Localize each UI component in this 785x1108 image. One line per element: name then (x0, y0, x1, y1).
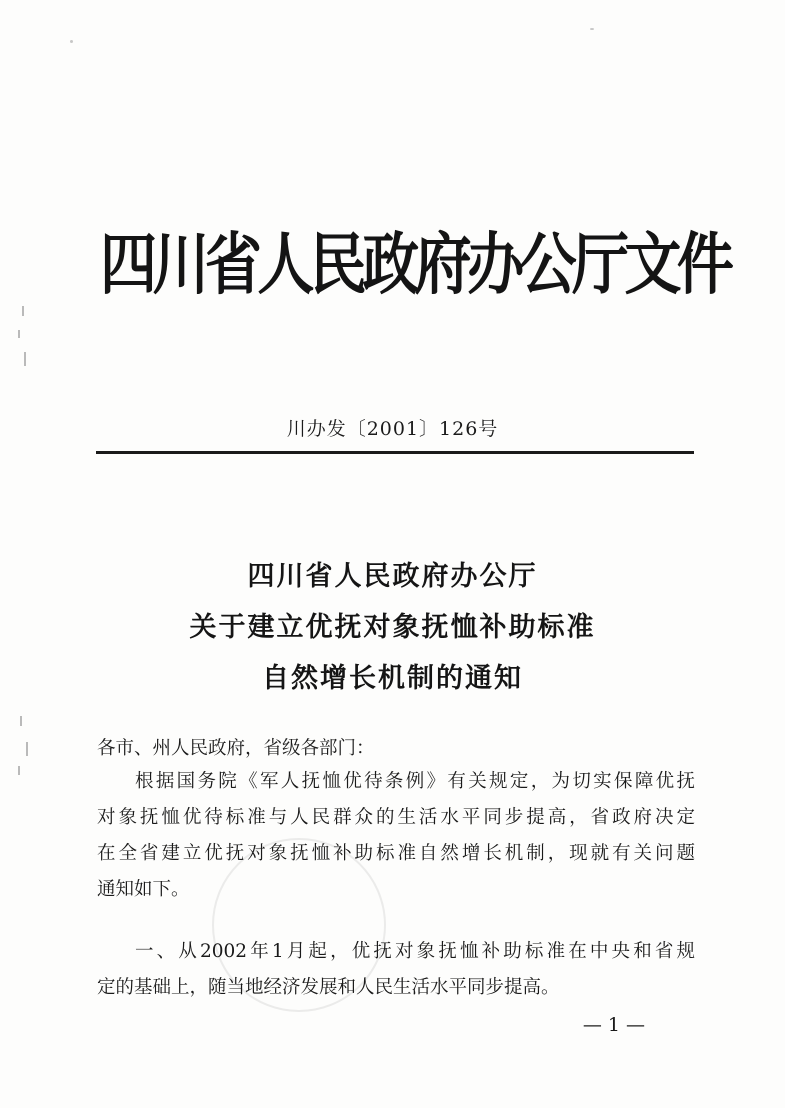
notice-title (0, 551, 785, 704)
scan-edge-mark (22, 306, 24, 316)
scan-edge-mark (20, 716, 22, 726)
title-line: 自然增长机制的通知 (262, 663, 523, 694)
paragraph-line: 定的基础上，随当地经济发展和人民生活水平同步提高。 (97, 977, 560, 998)
paragraph-line: 根据国务院《军人抚恤优待条例》有关规定，为切实保障优抚 (135, 771, 695, 792)
scan-speck (590, 28, 594, 30)
scan-edge-mark (24, 352, 26, 366)
masthead-divider (96, 451, 694, 454)
paragraph-line: 一、从2002年1月起，优抚对象抚恤补助标准在中央和省规 (135, 941, 695, 962)
title-line: 四川省人民政府办公厅 (247, 561, 538, 592)
title-line: 关于建立优抚对象抚恤补助标准 (189, 612, 596, 643)
scan-edge-mark (26, 742, 28, 756)
document-number: 川办发〔2001〕126号 (286, 418, 499, 440)
scan-speck (70, 40, 73, 43)
salutation: 各市、州人民政府，省级各部门： (97, 738, 375, 759)
scan-edge-mark (18, 766, 20, 775)
paragraph-line: 通知如下。 (97, 879, 190, 900)
body-paragraph-1 (97, 764, 695, 908)
body-paragraph-2 (97, 934, 695, 1006)
paragraph-line: 在全省建立优抚对象抚恤补助标准自然增长机制，现就有关问题 (97, 843, 695, 864)
scan-edge-mark (18, 330, 20, 338)
document-masthead: 四川省人民政府办公厅文件 (100, 225, 730, 304)
page-number: — 1 — (582, 1014, 645, 1036)
paragraph-line: 对象抚恤优待标准与人民群众的生活水平同步提高，省政府决定 (97, 807, 695, 828)
